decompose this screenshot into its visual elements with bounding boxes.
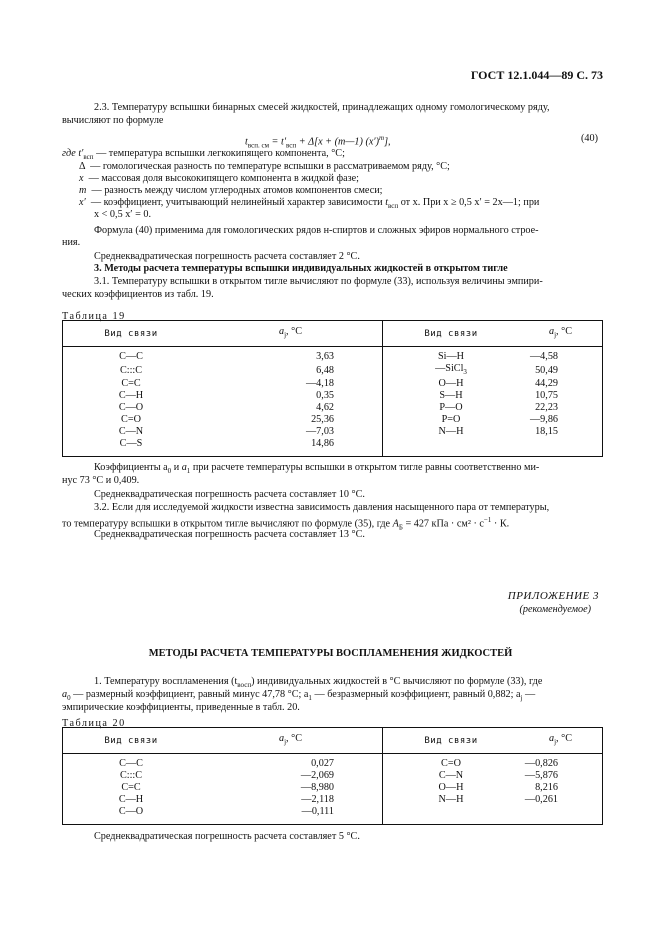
table-row: C—O 4,62 P—O 22,23 <box>118 402 558 414</box>
table-row: C=C —8,980 O—H 8,216 <box>121 782 558 793</box>
table-row: C—H —2,118 N—H —0,261 <box>118 794 558 805</box>
formula-40: $t_{всп. см} = t'_{всп} + \Delta[x$ + (m—1) $(x')^m$], <box>245 134 391 150</box>
paragraph-2-3-cont: вычисляют по формуле <box>62 115 164 126</box>
table-20-header-a-2: a <box>548 732 555 744</box>
table-row: C—S 14,86 <box>63 438 603 457</box>
table-19-header-bond: Вид связи <box>104 328 158 339</box>
table-20-header-a: a <box>278 732 285 744</box>
section-3-heading: 3. Методы расчета температуры вспышки индивидуальных жидкостей в открытом тигле <box>94 263 508 274</box>
error-note-3: Среднеквадратическая погрешность расчета составляет 13 °С. <box>94 529 365 540</box>
table-20-header-bond: Вид связи <box>104 735 158 746</box>
table-19-header-a-2: a <box>548 325 555 337</box>
paragraph-3-2-cont: то температуру вспышки в открытом тигле вычисляют по формуле (35), где $A_Б = 427$ кПа · $см^2 \cdot с^{-1} \cdot К$. <box>62 516 510 532</box>
table-19: Вид связи $a_j$, °С Вид связи $a_j$, °С C—C 3,63 Si—H —4,58 C:::C 6,48 —SiCl$_3$ 50,49 C=C —4,18 O—H 44,29 C—H 0,35 S—H 10,75 C—O 4,62 P—O 22,23 C=O 25,36 P=O —9,86 C—N —7,03 N—H 18,15 C—S 14,86 <box>62 320 603 457</box>
coefficients-note: Коэффициенты $a_0$ и $a_1$ при расчете температуры вспышки в открытом тигле равны соответственно ми- <box>94 462 540 476</box>
paragraph-formula-40-cont: ния. <box>62 237 81 248</box>
error-note-4: Среднеквадратическая погрешность расчета составляет 5 °С. <box>94 831 360 842</box>
where-delta: Δ — гомологическая разность по температуре вспышки в рассматриваемом ряду, °С; <box>79 161 450 172</box>
table-19-header-bond-2: Вид связи <box>424 328 478 339</box>
formula-number: (40) <box>581 133 598 144</box>
table-row: C—O —0,111 <box>63 806 603 825</box>
page-header: ГОСТ 12.1.044—89 С. 73 <box>470 68 603 82</box>
table-19-caption: Таблица 19 <box>62 311 126 322</box>
paragraph-formula-40: Формула (40) применима для гомологических рядов н-спиртов и сложных эфиров нормального строе- <box>94 225 539 236</box>
section-title: МЕТОДЫ РАСЧЕТА ТЕМПЕРАТУРЫ ВОСПЛАМЕНЕНИЯ ЖИДКОСТЕЙ <box>148 648 513 659</box>
paragraph-3-1: 3.1. Температуру вспышки в открытом тигле вычисляют по формуле (33), используя величины эмпири- <box>94 276 543 287</box>
table-20-caption: Таблица 20 <box>62 718 126 729</box>
error-note-2: Среднеквадратическая погрешность расчета составляет 10 °С. <box>94 489 365 500</box>
paragraph-1: 1. Температуру воспламенения $(t_{восп})$ индивидуальных жидкостей в °С вычисляют по формуле (33), где <box>94 676 543 690</box>
appendix-label: ПРИЛОЖЕНИЕ 3 <box>507 590 599 602</box>
table-row: C=C —4,18 O—H 44,29 <box>121 378 558 390</box>
appendix-status: (рекомендуемое) <box>519 604 591 615</box>
error-note-1: Среднеквадратическая погрешность расчета составляет 2 °С. <box>94 251 360 262</box>
coefficients-note-cont: нус 73 °С и 0,409. <box>62 475 140 486</box>
paragraph-3-1-cont: ческих коэффициентов из табл. 19. <box>62 289 214 300</box>
table-row: C=O 25,36 P=O —9,86 <box>121 414 558 426</box>
paragraph-2-3: 2.3. Температуру вспышки бинарных смесей жидкостей, принадлежащих одному гомологическому ряду, <box>94 102 550 113</box>
where-x-prime: x′ — коэффициент, учитывающий нелинейный характер зависимости $t_{всп}$ от x. При x ≥ 0,5 x′ = 2x—1; при <box>79 197 540 211</box>
table-row: C:::C 6,48 —SiCl$_3$ 50,49 <box>119 363 558 377</box>
table-19-header-a: a <box>278 325 285 337</box>
table-row: C—C 3,63 Si—H —4,58 <box>63 347 603 364</box>
where-x-prime-cont: x < 0,5 x′ = 0. <box>94 209 152 220</box>
where-t: где $t'_{всп}$ — температура вспышки легкокипящего компонента, °С; <box>62 148 345 162</box>
paragraph-3-2: 3.2. Если для исследуемой жидкости известна зависимость давления насыщенного пара от температуры, <box>94 502 550 513</box>
table-row: C—C 0,027 C=O —0,826 <box>63 754 603 771</box>
table-20-header-bond-2: Вид связи <box>424 735 478 746</box>
paragraph-1-cont: $a_0$ — размерный коэффициент, равный минус 47,78 °С; $a_1$ — безразмерный коэффициент, равный 0,882; $a_j$ — <box>62 689 536 703</box>
where-m: m — разность между числом углеродных атомов компонентов смеси; <box>79 185 383 196</box>
table-20: Вид связи $a_j$, °С Вид связи $a_j$, °С C—C 0,027 C=O —0,826 C:::C —2,069 C—N —5,876 C=C —8,980 O—H 8,216 C—H —2,118 N—H —0,261 C—O —0,111 <box>62 727 603 825</box>
table-row: C—H 0,35 S—H 10,75 <box>118 390 558 402</box>
table-row: C—N —7,03 N—H 18,15 <box>118 426 558 438</box>
table-row: C:::C —2,069 C—N —5,876 <box>119 770 558 781</box>
where-x: x — массовая доля высококипящего компонента в жидкой фазе; <box>79 173 359 184</box>
paragraph-1-cont-2: эмпирические коэффициенты, приведенные в табл. 20. <box>62 702 300 713</box>
